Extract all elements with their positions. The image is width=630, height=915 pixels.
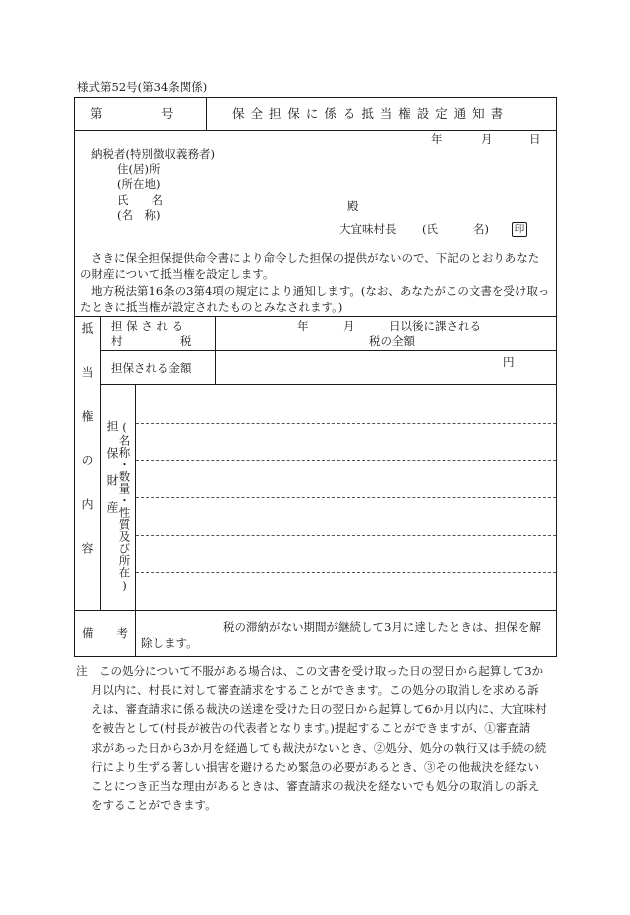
number-dai: 第 bbox=[90, 106, 103, 121]
number-go: 号 bbox=[161, 106, 174, 121]
taxpayer-location-label: (所在地) bbox=[117, 177, 161, 191]
secured-tax-value-line1: 年 月 日以後に課される bbox=[297, 319, 481, 333]
collateral-entry-line-1 bbox=[136, 423, 556, 424]
body-para1-line2: の財産について抵当権を設定します。 bbox=[80, 267, 275, 281]
row-divider-remarks bbox=[74, 610, 557, 611]
taxpayer-address-label: 住(居)所 bbox=[117, 162, 161, 176]
table-left bbox=[74, 316, 75, 657]
collateral-label: 担保財産 bbox=[105, 420, 119, 528]
remarks-label: 備 考 bbox=[82, 626, 128, 640]
footnote-line-8: をすることができます。 bbox=[91, 798, 217, 812]
taxpayer-corp-name-label: (名 称) bbox=[117, 208, 161, 222]
date-year: 年 bbox=[431, 132, 443, 146]
secured-tax-label-line2: 村 税 bbox=[111, 334, 192, 348]
table-top bbox=[74, 316, 557, 317]
frame-top bbox=[74, 97, 557, 98]
footnote-line-5: 求があった日から3か月を経過しても裁決がないとき、②処分、処分の執行又は手続の続 bbox=[91, 741, 547, 755]
footnote-line-2: 月以内に、村長に対して審査請求をすることができます。この処分の取消しを求める訴 bbox=[91, 683, 539, 697]
remarks-line1: 税の滞納がない期間が継続して3月に達したときは、担保を解 bbox=[223, 620, 541, 634]
yen-unit: 円 bbox=[503, 355, 515, 369]
collateral-subtitle: (名称・数量・性質及び所在) bbox=[117, 420, 132, 593]
collateral-entry-line-4 bbox=[136, 535, 556, 536]
header-divider-v bbox=[206, 97, 207, 130]
taxpayer-name-label: 氏 名 bbox=[117, 193, 163, 207]
body-para1-line1: さきに保全担保提供命令書により命令した担保の提供がないので、下記のとおりあなた bbox=[91, 251, 540, 265]
footnote-line-6: 行により生ずる著しい損害を避けるため緊急の必要があるとき、③その他裁決を経ない bbox=[91, 760, 540, 774]
document-title: 保 全 担 保 に 係 る 抵 当 権 設 定 通 知 書 bbox=[232, 106, 505, 121]
issuer-name-open: (氏 bbox=[422, 222, 438, 236]
taxpayer-label: 納税者(特別徴収義務者) bbox=[91, 147, 215, 161]
form-id: 様式第52号(第34条関係) bbox=[77, 80, 208, 94]
secured-amount-label: 担保される金額 bbox=[111, 361, 192, 375]
body-para2-line2: たときに抵当権が設定されたものとみなされます。) bbox=[80, 300, 343, 314]
footnote-line-1: 注 この処分について不服がある場合は、この文書を受け取った日の翌日から起算して3か bbox=[76, 664, 544, 678]
collateral-entry-line-3 bbox=[136, 497, 556, 498]
remarks-line2: 除します。 bbox=[141, 636, 198, 650]
mortgage-content-side-label: 抵当権の内容 bbox=[80, 322, 94, 586]
row-divider-2 bbox=[100, 384, 557, 385]
date-day: 日 bbox=[529, 132, 541, 146]
official-seal: 印 bbox=[512, 222, 527, 237]
side-col-divider bbox=[100, 316, 101, 610]
body-para2-line1: 地方税法第16条の3第4項の規定により通知します。(なお、あなたがこの文書を受け取っ bbox=[91, 284, 550, 298]
frame-right bbox=[556, 97, 557, 657]
table-bottom bbox=[74, 656, 557, 657]
header-divider-h bbox=[74, 130, 557, 131]
issuer-name-close: 名) bbox=[473, 222, 489, 236]
collateral-entry-line-2 bbox=[136, 460, 556, 461]
label-col-divider-lower bbox=[135, 384, 136, 656]
secured-tax-value-line2: 税の全額 bbox=[369, 334, 415, 348]
collateral-entry-line-5 bbox=[136, 572, 556, 573]
footnote-line-3: えは、審査請求に係る裁決の送達を受けた日の翌日から起算して6か月以内に、大宜味村 bbox=[91, 702, 547, 716]
date-month: 月 bbox=[481, 132, 493, 146]
footnote-line-4: を被告として(村長が被告の代表者となります。)提起することができますが、①審査請 bbox=[91, 721, 531, 735]
issuer-mayor: 大宜味村長 bbox=[339, 222, 397, 236]
footnote-line-7: ことにつき正当な理由があるときは、審査請求の裁決を経ないでも処分の取消しの訴え bbox=[91, 779, 540, 793]
honorific-dono: 殿 bbox=[347, 199, 359, 213]
secured-tax-label-line1: 担 保 さ れ る bbox=[111, 319, 184, 333]
row-divider-1 bbox=[100, 350, 557, 351]
